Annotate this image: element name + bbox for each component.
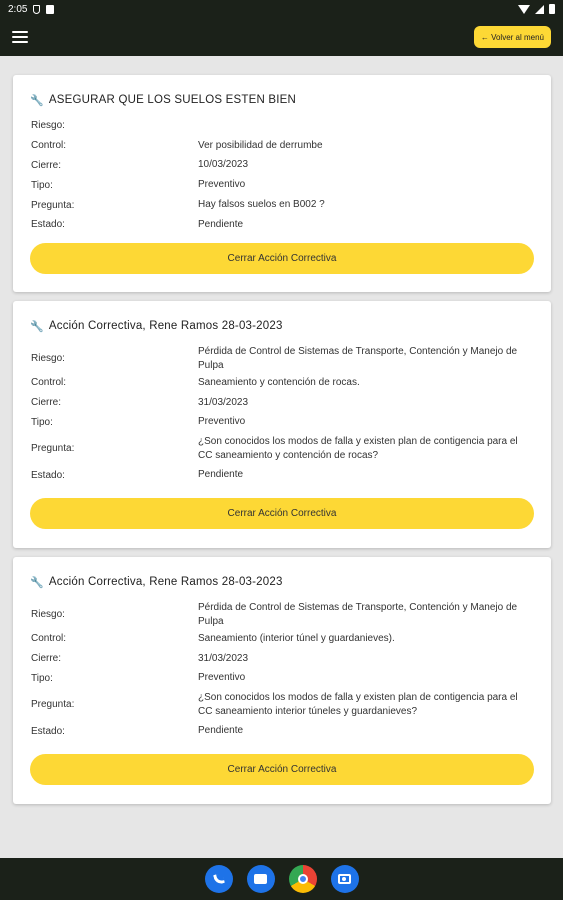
chrome-app-icon[interactable]	[289, 865, 317, 893]
row-control: Control: Saneamiento y contención de rocas.	[31, 376, 360, 389]
hamburger-menu-icon[interactable]	[12, 31, 28, 43]
card-title-text: ASEGURAR QUE LOS SUELOS ESTEN BIEN	[48, 94, 296, 106]
row-pregunta: Pregunta: ¿Son conocidos los modos de falla y existen plan de contigencia para el CC saneamiento interior túneles y guardanieves?	[31, 691, 518, 717]
card-title	[30, 90, 296, 110]
wrench-icon: 🔧	[30, 320, 44, 333]
status-bar	[0, 0, 563, 18]
android-dock	[0, 858, 563, 900]
row-estado: Estado: Pendiente	[31, 469, 244, 481]
close-corrective-action-button[interactable]: Cerrar Acción Correctiva	[30, 498, 534, 529]
signal-icon	[535, 5, 544, 14]
row-tipo: Tipo: Preventivo	[31, 416, 246, 428]
wrench-icon: 🔧	[30, 576, 44, 589]
card-title-text: Acción Correctiva, Rene Ramos 28-03-2023	[48, 576, 283, 588]
row-cierre: Cierre: 31/03/2023	[31, 396, 249, 409]
row-estado: Estado: Pendiente	[31, 725, 244, 737]
row-cierre: Cierre: 10/03/2023	[31, 159, 249, 171]
row-cierre: Cierre: 31/03/2023	[31, 652, 249, 665]
card-title	[30, 572, 283, 592]
row-riesgo: Riesgo: Pérdida de Control de Sistemas de Transporte, Contención y Manejo de Pulpa	[31, 345, 518, 371]
row-control: Control: Saneamiento (interior túnel y guardanieves).	[31, 632, 395, 645]
messages-app-icon[interactable]	[247, 865, 275, 893]
close-corrective-action-button[interactable]: Cerrar Acción Correctiva	[30, 243, 534, 274]
notification-icon	[46, 5, 54, 14]
wrench-icon: 🔧	[30, 94, 44, 107]
card-title	[30, 316, 283, 336]
row-tipo: Tipo: Preventivo	[31, 179, 246, 191]
app-bar	[0, 18, 563, 56]
wifi-icon	[518, 5, 530, 14]
row-riesgo: Riesgo: Pérdida de Control de Sistemas de Transporte, Contención y Manejo de Pulpa	[31, 601, 518, 627]
shield-icon	[33, 5, 40, 14]
close-corrective-action-button[interactable]: Cerrar Acción Correctiva	[30, 754, 534, 785]
status-time: 2:05	[8, 3, 28, 15]
battery-icon	[549, 4, 555, 14]
corrective-actions-list[interactable]	[0, 56, 563, 858]
row-riesgo: Riesgo:	[31, 120, 65, 132]
action-card	[13, 75, 551, 292]
phone-app-icon[interactable]	[205, 865, 233, 893]
row-pregunta: Pregunta: ¿Son conocidos los modos de falla y existen plan de contigencia para el CC saneamiento y contención de rocas?	[31, 435, 518, 461]
row-control: Control: Ver posibilidad de derrumbe	[31, 139, 323, 152]
action-card	[13, 557, 551, 804]
camera-app-icon[interactable]	[331, 865, 359, 893]
row-estado: Estado: Pendiente	[31, 218, 244, 231]
back-to-menu-button[interactable]: ← Volver al menú	[474, 26, 551, 48]
row-tipo: Tipo: Preventivo	[31, 672, 246, 684]
row-pregunta: Pregunta: Hay falsos suelos en B002 ?	[31, 199, 325, 211]
action-card	[13, 301, 551, 548]
card-title-text: Acción Correctiva, Rene Ramos 28-03-2023	[48, 320, 283, 332]
